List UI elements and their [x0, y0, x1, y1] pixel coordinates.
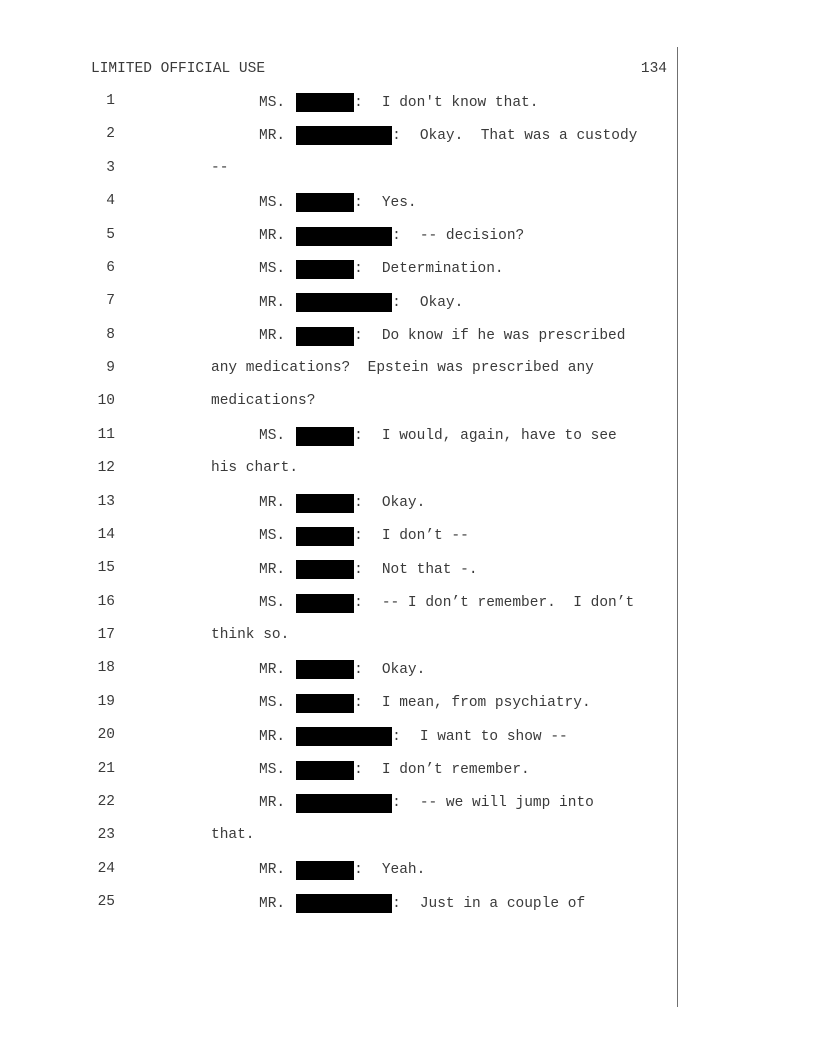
continuation-text: think so. [211, 627, 290, 643]
speaker-colon: : [392, 795, 401, 812]
continuation-text: any medications? Epstein was prescribed any [211, 360, 594, 376]
transcript-line [0, 727, 816, 749]
redaction-box [296, 126, 392, 145]
speaker-title: MS. [259, 94, 286, 111]
line-number: 7 [106, 293, 115, 310]
redaction-box [296, 527, 354, 546]
speech-text: I would, again, have to see [381, 428, 617, 445]
line-number: 15 [97, 560, 115, 577]
speech-text: Just in a couple of [419, 895, 586, 912]
speaker-turn [259, 93, 538, 112]
line-number: 4 [106, 193, 115, 210]
speaker-title: MS. [259, 762, 286, 778]
speaker-turn [259, 327, 625, 346]
speaker-colon: : [392, 895, 401, 912]
line-number: 20 [97, 727, 115, 744]
speaker-title: MR. [259, 862, 286, 879]
line-number: 11 [97, 426, 115, 443]
line-number: 17 [97, 627, 115, 643]
transcript-line [0, 894, 816, 916]
continuation-text: his chart. [211, 460, 299, 477]
transcript-line [0, 427, 816, 449]
speaker-colon: : [354, 595, 363, 612]
speaker-title: MS. [259, 194, 286, 211]
speaker-colon: : [392, 728, 401, 745]
speech-text: Okay. That was a custody [419, 127, 638, 144]
speaker-title: MS. [259, 595, 286, 612]
speech-text: -- decision? [419, 228, 525, 244]
transcript-line [0, 794, 816, 816]
speaker-turn [259, 894, 585, 913]
speaker-turn [259, 694, 591, 713]
transcript-line [0, 827, 816, 849]
speaker-colon: : [354, 528, 363, 545]
line-number: 16 [97, 593, 115, 610]
speech-text: Okay. [381, 661, 426, 678]
speech-text: I don’t remember. [381, 762, 530, 778]
redaction-box [296, 794, 392, 813]
line-number: 18 [97, 660, 115, 677]
redaction-box [296, 93, 354, 112]
redaction-box [296, 260, 354, 279]
line-number: 19 [97, 693, 115, 710]
speaker-colon: : [354, 561, 363, 578]
speaker-turn [259, 727, 568, 746]
line-number: 13 [97, 493, 115, 510]
line-number: 1 [106, 93, 115, 109]
redaction-box [296, 761, 354, 780]
redaction-box [296, 327, 354, 346]
transcript-line [0, 360, 816, 382]
speaker-colon: : [354, 328, 363, 345]
line-number: 2 [106, 126, 115, 143]
redaction-box [296, 494, 354, 513]
speaker-turn [259, 861, 425, 880]
speech-text: I mean, from psychiatry. [381, 695, 591, 712]
speaker-title: MR. [259, 728, 286, 745]
speech-text: I don't know that. [381, 94, 539, 111]
speaker-colon: : [354, 94, 363, 111]
speaker-turn [259, 761, 530, 780]
speaker-colon: : [392, 294, 401, 311]
redaction-box [296, 727, 392, 746]
transcript-line [0, 93, 816, 115]
speaker-turn [259, 260, 504, 279]
transcript-line [0, 126, 816, 148]
transcript-line [0, 393, 816, 415]
speaker-colon: : [354, 695, 363, 712]
speaker-title: MS. [259, 428, 286, 445]
speech-text: Yeah. [381, 862, 426, 879]
speech-text: Determination. [381, 261, 504, 278]
transcript-line [0, 327, 816, 349]
speaker-title: MR. [259, 795, 286, 812]
transcript-line [0, 227, 816, 249]
speaker-colon: : [354, 495, 363, 511]
transcript-line [0, 660, 816, 682]
speech-text: Okay. [419, 294, 464, 311]
redaction-box [296, 660, 354, 679]
speaker-turn [259, 794, 594, 813]
speaker-title: MR. [259, 228, 286, 244]
speaker-colon: : [354, 261, 363, 278]
continuation-text: that. [211, 827, 255, 844]
speaker-title: MR. [259, 294, 286, 311]
speaker-turn [259, 560, 478, 579]
transcript-line [0, 293, 816, 315]
redaction-box [296, 293, 392, 312]
line-number: 8 [106, 326, 115, 343]
speaker-turn [259, 227, 524, 246]
speaker-turn [259, 660, 425, 679]
line-number: 10 [97, 393, 115, 410]
speech-text: I don’t -- [381, 528, 469, 545]
speaker-turn [259, 193, 417, 212]
redaction-box [296, 193, 354, 212]
redaction-box [296, 894, 392, 913]
line-number: 5 [106, 226, 115, 243]
speaker-title: MS. [259, 261, 286, 278]
transcript-line [0, 460, 816, 482]
transcript-line [0, 193, 816, 215]
transcript-line [0, 627, 816, 649]
redaction-box [296, 694, 354, 713]
speaker-title: MS. [259, 695, 286, 712]
line-number: 14 [97, 526, 115, 543]
transcript-line [0, 494, 816, 516]
line-number: 12 [97, 460, 115, 477]
speaker-turn [259, 527, 469, 546]
speaker-title: MR. [259, 895, 286, 912]
transcript-line [0, 560, 816, 582]
speaker-turn [259, 594, 634, 613]
speaker-title: MR. [259, 561, 286, 578]
speaker-title: MR. [259, 127, 286, 144]
speaker-colon: : [354, 661, 363, 678]
redaction-box [296, 427, 354, 446]
speaker-colon: : [392, 127, 401, 144]
line-number: 22 [97, 793, 115, 810]
speaker-title: MS. [259, 528, 286, 545]
line-number: 3 [106, 159, 115, 176]
transcript-line [0, 861, 816, 883]
speaker-turn [259, 293, 463, 312]
speaker-colon: : [354, 762, 363, 778]
redaction-box [296, 560, 354, 579]
speaker-title: MR. [259, 328, 286, 345]
transcript-line [0, 761, 816, 783]
speech-text: I want to show -- [419, 728, 568, 745]
transcript-line [0, 527, 816, 549]
line-number: 9 [106, 360, 115, 376]
continuation-text: -- [211, 159, 229, 176]
speaker-turn [259, 126, 637, 145]
speaker-colon: : [354, 194, 363, 211]
speaker-title: MR. [259, 661, 286, 678]
speech-text: -- I don’t remember. I don’t [381, 595, 635, 612]
speaker-turn [259, 427, 617, 446]
speaker-colon: : [392, 228, 401, 244]
page-number: 134 [640, 61, 667, 77]
speech-text: Okay. [381, 495, 426, 511]
transcript-line [0, 694, 816, 716]
transcript-line [0, 160, 816, 182]
transcript-line [0, 594, 816, 616]
transcript-line [0, 260, 816, 282]
continuation-text: medications? [211, 393, 316, 410]
speaker-title: MR. [259, 495, 286, 511]
line-number: 23 [97, 827, 115, 844]
line-number: 24 [97, 860, 115, 877]
speaker-colon: : [354, 862, 363, 879]
speaker-turn [259, 494, 425, 513]
speech-text: Do know if he was prescribed [381, 328, 626, 345]
redaction-box [296, 227, 392, 246]
speech-text: -- we will jump into [419, 795, 594, 812]
redaction-box [296, 594, 354, 613]
line-number: 6 [106, 259, 115, 276]
speaker-colon: : [354, 428, 363, 445]
line-number: 25 [97, 894, 115, 910]
line-number: 21 [97, 760, 115, 777]
speech-text: Not that -. [381, 561, 478, 578]
redaction-box [296, 861, 354, 880]
speech-text: Yes. [381, 194, 417, 211]
classification-header: LIMITED OFFICIAL USE [91, 61, 266, 77]
